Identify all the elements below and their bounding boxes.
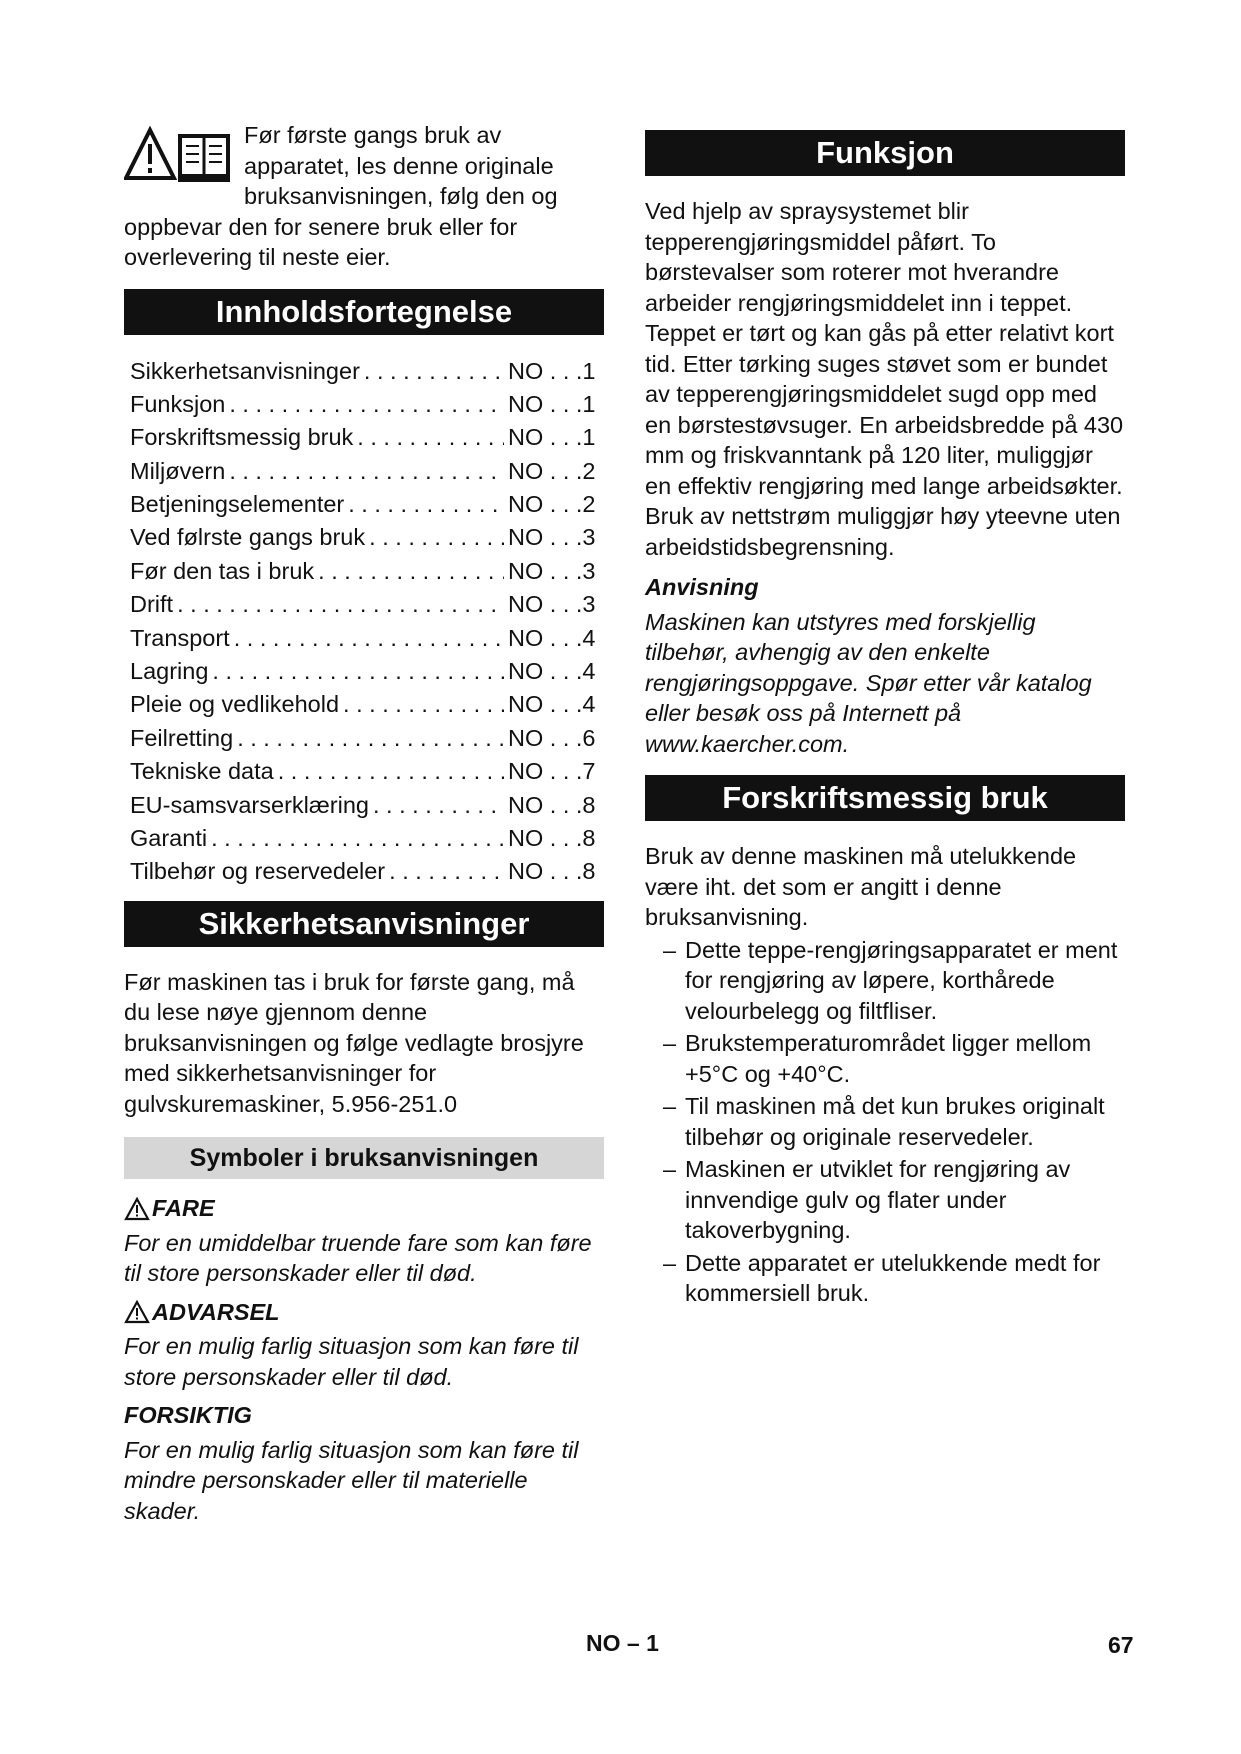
toc-leader-dots [318, 555, 504, 588]
toc-entry [130, 789, 604, 822]
dash-bullet: – [663, 1093, 677, 1119]
toc-entry [130, 455, 604, 488]
toc-entry-page: NO . . .3 [508, 591, 596, 618]
toc-entry-page: NO . . .8 [508, 824, 596, 851]
funksjon-text-1: Ved hjelp av spraysystemet blir tepperengjøringsmiddel påført. To børstevalser som roterer mot hverandre arbeider rengjøringsmiddelet inn i teppet. Teppet er tørt og kan gås på etter relativt kort tid. Etter tørking suges støvet som er bundet av tepperengjøringsmiddelet sugd opp med en børstestøvsuger. En arbeidsbredde på 430 mm og friskvanntank på 120 liter, muliggjør en effektiv rengjøring med lange arbeidsøkter. [645, 198, 1124, 499]
toc-entry-title: Pleie og vedlikehold [130, 691, 340, 718]
toc-leader-dots [234, 622, 504, 655]
dash-bullet: – [663, 1030, 677, 1056]
toc-entry-page: NO . . .3 [508, 524, 596, 551]
symbols-heading: Symboler i bruksanvisningen [124, 1137, 604, 1179]
toc-entry [130, 421, 604, 454]
toc-leader-dots [212, 655, 504, 688]
toc-entry-page: NO . . .2 [508, 491, 596, 518]
toc-entry [130, 488, 604, 521]
toc-leader-dots [177, 588, 504, 621]
list-item [645, 1248, 1125, 1309]
toc-entry-title: Betjeningselementer [130, 491, 345, 518]
funksjon-heading: Funksjon [645, 130, 1125, 176]
toc-entry-page: NO . . .1 [508, 390, 596, 417]
list-item [645, 1028, 1125, 1089]
toc-leader-dots [373, 789, 504, 822]
toc-entry-title: Ved følrste gangs bruk [130, 524, 366, 551]
toc-entry-title: Transport [130, 624, 230, 651]
list-item [645, 935, 1125, 1027]
toc-entry-title: Garanti [130, 824, 208, 851]
toc-leader-dots [389, 855, 504, 888]
toc-entry-page: NO . . .8 [508, 791, 596, 818]
toc-list [124, 355, 604, 889]
toc-entry-title: Tilbehør og reservedeler [130, 858, 386, 885]
safety-text: Før maskinen tas i bruk for første gang, må du lese nøye gjennom denne bruksanvisningen og følge vedlagte brosjyre med sikkerhetsanvisninger for gulvskuremaskiner, 5.956-251.0 [124, 968, 584, 1117]
bruk-text: Bruk av denne maskinen må utelukkende være iht. det som er angitt i denne bruksanvisning. [645, 843, 1077, 930]
forsiktig-label: FORSIKTIG [124, 1402, 252, 1429]
fare-text: For en umiddelbar truende fare som kan føre til store personskader eller til død. [124, 1229, 592, 1287]
dash-bullet: – [663, 1249, 677, 1276]
dash-bullet: – [663, 1156, 677, 1182]
toc-entry-page: NO . . .4 [508, 691, 596, 718]
intro-text: Før første gangs bruk av apparatet, les denne originale bruksanvisningen, følg den og oppbevar den for senere bruk eller for overlevering til neste eier. [124, 122, 558, 270]
intro-block [124, 120, 604, 273]
toc-entry [130, 555, 604, 588]
warning-icon [124, 1197, 150, 1221]
forsiktig-text: For en mulig farlig situasjon som kan føre til mindre personskader eller til materielle skader. [124, 1436, 579, 1524]
toc-entry [130, 588, 604, 621]
toc-leader-dots [364, 355, 504, 388]
fare-label-text: FARE [152, 1195, 215, 1222]
page-number: 67 [1108, 1632, 1134, 1658]
toc-entry-page: NO . . .6 [508, 724, 596, 751]
advarsel-text: For en mulig farlig situasjon som kan føre til store personskader eller til død. [124, 1333, 579, 1390]
right-column [645, 120, 1125, 1311]
toc-entry [130, 655, 604, 688]
toc-leader-dots [278, 755, 504, 788]
fare-label [124, 1193, 604, 1224]
toc-leader-dots [348, 488, 504, 521]
toc-entry-title: Før den tas i bruk [130, 557, 315, 584]
list-item-text: Maskinen er utviklet for rengjøring av innvendige gulv og flater under takoverbygning. [685, 1156, 1071, 1243]
toc-leader-dots [369, 521, 504, 554]
list-item-text: Dette apparatet er utelukkende medt for kommersiell bruk. [685, 1249, 1101, 1306]
toc-entry-title: Funksjon [130, 390, 226, 417]
toc-leader-dots [357, 421, 504, 454]
advarsel-label [124, 1297, 604, 1328]
toc-entry-page: NO . . .8 [508, 858, 596, 885]
toc-entry-page: NO . . .4 [508, 658, 596, 685]
toc-entry [130, 722, 604, 755]
list-item [645, 1091, 1125, 1152]
toc-leader-dots [211, 822, 504, 855]
toc-entry-page: NO . . .7 [508, 758, 596, 785]
warning-icon [124, 1300, 150, 1324]
toc-entry-title: Miljøvern [130, 457, 226, 484]
toc-entry [130, 822, 604, 855]
toc-entry-page: NO . . .3 [508, 557, 596, 584]
advarsel-label-text: ADVARSEL [152, 1298, 280, 1325]
toc-entry-page: NO . . .1 [508, 357, 596, 384]
toc-entry-page: NO . . .2 [508, 457, 596, 484]
toc-entry-title: Tekniske data [130, 758, 274, 785]
bruk-heading: Forskriftsmessig bruk [645, 775, 1125, 821]
toc-heading: Innholdsfortegnelse [124, 289, 604, 335]
toc-entry-page: NO . . .1 [508, 424, 596, 451]
toc-leader-dots [229, 388, 504, 421]
safety-heading: Sikkerhetsanvisninger [124, 901, 604, 947]
toc-entry-title: Lagring [130, 658, 209, 685]
list-item-text: Brukstemperaturområdet ligger mellom +5°C og +40°C. [685, 1030, 1092, 1087]
footer-section: NO – 1 [586, 1630, 659, 1656]
toc-leader-dots [343, 688, 504, 721]
left-column [124, 120, 604, 1532]
toc-entry [130, 355, 604, 388]
toc-entry-title: Forskriftsmessig bruk [130, 424, 354, 451]
toc-entry [130, 622, 604, 655]
funksjon-text-2: Bruk av nettstrøm muliggjør høy yteevne uten arbeidstidsbegrensning. [645, 503, 1121, 560]
toc-entry [130, 521, 604, 554]
note-label: Anvisning [645, 574, 759, 600]
list-item-text: Til maskinen må det kun brukes originalt tilbehør og originale reservedeler. [685, 1093, 1105, 1150]
bruk-list [645, 935, 1125, 1309]
toc-entry-title: Drift [130, 591, 174, 618]
toc-entry-title: Feilretting [130, 724, 234, 751]
toc-entry [130, 755, 604, 788]
toc-entry [130, 855, 604, 888]
toc-entry-title: Sikkerhetsanvisninger [130, 357, 360, 384]
list-item [645, 1154, 1125, 1246]
toc-leader-dots [229, 455, 504, 488]
list-item-text: Dette teppe-rengjøringsapparatet er ment for rengjøring av løpere, korthårede velourbelegg og filtfliser. [685, 936, 1118, 1024]
warning-manual-icon [124, 126, 234, 186]
toc-entry-title: EU-samsvarserklæring [130, 791, 369, 818]
toc-entry [130, 388, 604, 421]
toc-entry-page: NO . . .4 [508, 624, 596, 651]
dash-bullet: – [663, 936, 677, 963]
toc-leader-dots [237, 722, 504, 755]
note-text: Maskinen kan utstyres med forskjellig tilbehør, avhengig av den enkelte rengjøringsoppgave. Spør etter vår katalog eller besøk oss på Internett på www.kaercher.com. [645, 608, 1092, 757]
toc-entry [130, 688, 604, 721]
